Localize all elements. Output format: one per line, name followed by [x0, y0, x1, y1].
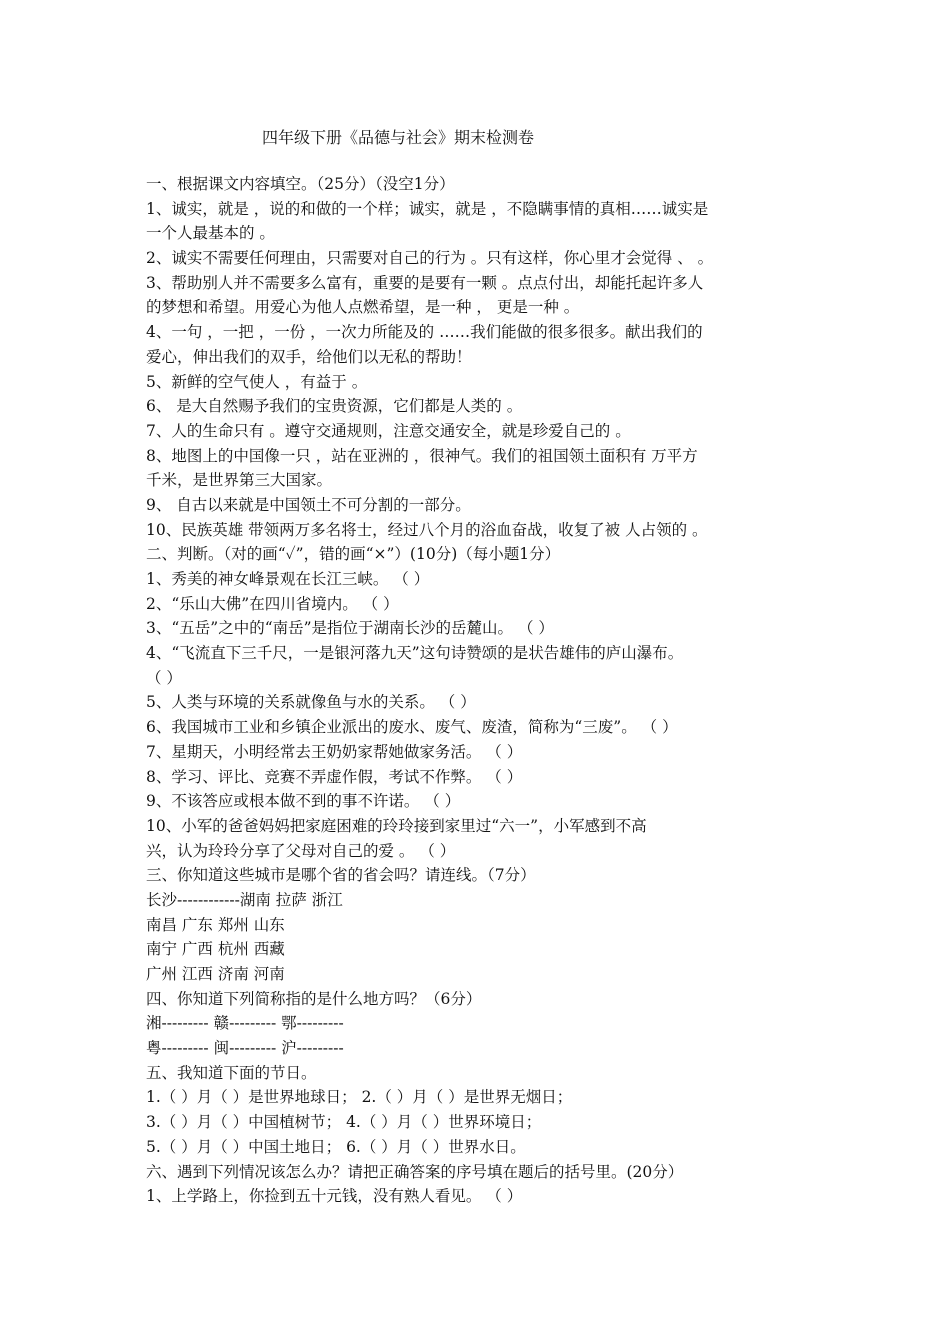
exam-content — [146, 172, 816, 1209]
question-line: 2、诚实不需要任何理由，只需要对自己的行为 。只有这样，你心里才会觉得 、 。 — [146, 249, 714, 268]
question-line: 5、人类与环境的关系就像鱼与水的关系。 （ ） — [146, 693, 476, 712]
section-4-heading: 四、你知道下列简称指的是什么地方吗？（6分） — [146, 989, 482, 1008]
question-line: 爱心，伸出我们的双手，给他们以无私的帮助！ — [146, 347, 472, 366]
question-line: 3、帮助别人并不需要多么富有，重要的是要有一颗 。点点付出，却能托起许多人 — [146, 273, 704, 292]
festival-row: 3.（ ）月（ ）中国植树节； 4.（ ）月（ ）世界环境日； — [146, 1113, 542, 1132]
question-line: 9、 自古以来就是中国领土不可分割的一部分。 — [146, 495, 471, 514]
question-line: （ ） — [146, 668, 182, 687]
question-line: 2、“乐山大佛”在四川省境内。 （ ） — [146, 594, 399, 613]
section-3-heading: 三、你知道这些城市是哪个省的省会吗？请连线。（7分） — [146, 866, 536, 885]
section-6-heading: 六、遇到下列情况该怎么办？请把正确答案的序号填在题后的括号里。(20分） — [146, 1162, 684, 1181]
question-line: 8、地图上的中国像一只 ，站在亚洲的 ，很神气。我们的祖国领土面积有 万平方 — [146, 446, 698, 465]
abbreviation-row: 湘--------- 赣--------- 鄂--------- — [146, 1014, 344, 1033]
question-line: 7、人的生命只有 。遵守交通规则，注意交通安全，就是珍爱自己的 。 — [146, 421, 631, 440]
question-line: 9、不该答应或根本做不到的事不许诺。 （ ） — [146, 792, 461, 811]
question-line: 6、我国城市工业和乡镇企业派出的废水、废气、废渣，简称为“三废”。 （ ） — [146, 718, 678, 737]
question-line: 10、小军的爸爸妈妈把家庭困难的玲玲接到家里过“六一”，小军感到不高 — [146, 816, 647, 835]
section-1-heading: 一、根据课文内容填空。（25分）（没空1分） — [146, 175, 455, 193]
abbreviation-row: 粤--------- 闽--------- 沪--------- — [146, 1039, 344, 1058]
page-title: 四年级下册《品德与社会》期末检测卷 — [262, 128, 535, 147]
question-line: 6、 是大自然赐予我们的宝贵资源，它们都是人类的 。 — [146, 397, 523, 416]
section-2-heading: 二、判断。（对的画“✓”，错的画“×”）(10分)（每小题1分） — [146, 545, 561, 564]
question-line: 千米，是世界第三大国家。 — [146, 471, 333, 490]
question-line: 1、秀美的神女峰景观在长江三峡。 （ ） — [146, 570, 430, 588]
question-line: 的梦想和希望。用爱心为他人点燃希望，是一种 ， 更是一种 。 — [146, 298, 580, 317]
question-line: 4、一句 ，一把 ，一份 ，一次力所能及的 ……我们能做的很多很多。献出我们的 — [146, 323, 703, 342]
matching-row: 长沙------------湖南 拉萨 浙江 — [146, 890, 343, 909]
question-line: 1、诚实，就是 ，说的和做的一个样；诚实，就是 ，不隐瞒事情的真相……诚实是 — [146, 199, 709, 218]
matching-row: 广州 江西 济南 河南 — [146, 965, 285, 983]
festival-row: 1.（ ）月（ ）是世界地球日； 2.（ ）月（ ）是世界无烟日； — [146, 1088, 573, 1107]
question-line: 5、新鲜的空气使人 ，有益于 。 — [146, 372, 368, 391]
matching-row: 南宁 广西 杭州 西藏 — [146, 940, 285, 959]
question-line: 1、上学路上，你捡到五十元钱，没有熟人看见。 （ ） — [146, 1187, 523, 1206]
question-line: 一个人最基本的 。 — [146, 224, 275, 243]
festival-row: 5.（ ）月（ ）中国土地日； 6.（ ）月（ ）世界水日。 — [146, 1137, 526, 1156]
section-5-heading: 五、我知道下面的节日。 — [146, 1063, 317, 1082]
question-line: 8、学习、评比、竞赛不弄虚作假，考试不作弊。 （ ） — [146, 767, 523, 786]
question-line: 4、“飞流直下三千尺，一是银河落九天”这句诗赞颂的是状告雄伟的庐山瀑布。 — [146, 644, 684, 663]
question-line: 7、星期天，小明经常去王奶奶家帮她做家务活。 （ ） — [146, 742, 523, 761]
question-line: 10、民族英雄 带领两万多名将士，经过八个月的浴血奋战，收复了被 人占领的 。 — [146, 520, 708, 539]
question-line: 3、“五岳”之中的“南岳”是指位于湖南长沙的岳麓山。 （ ） — [146, 619, 554, 638]
question-line: 兴，认为玲玲分享了父母对自己的爱 。 （ ） — [146, 841, 456, 860]
matching-row: 南昌 广东 郑州 山东 — [146, 915, 285, 934]
